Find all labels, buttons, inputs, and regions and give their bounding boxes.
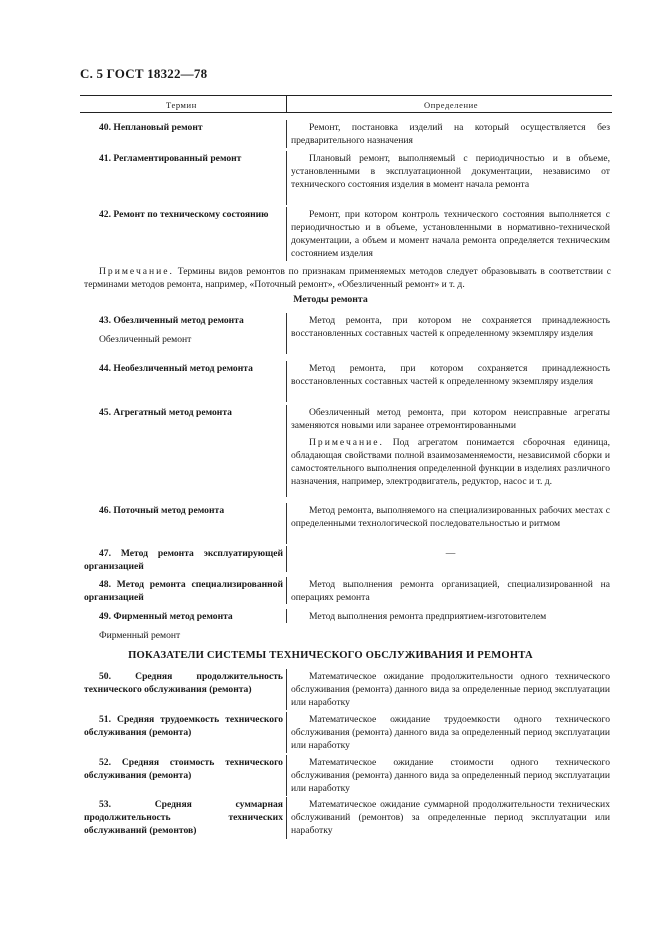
term-row-46 — [84, 504, 283, 517]
definition-row-49: Метод выполнения ремонта предприятием-изготовителем — [309, 611, 547, 622]
term-number: 40. — [99, 122, 111, 133]
term-text: Средняя продолжительность технического обслуживания (ремонта) — [84, 671, 283, 695]
definition-bar — [286, 503, 287, 544]
definition-bar — [286, 577, 287, 604]
term-row-51 — [84, 713, 283, 739]
term-number: 47. — [99, 548, 111, 559]
definition-row-46: Метод ремонта, выполняемого на специализированных рабочих местах с определенными технологической последовательностью и ритмом — [291, 505, 610, 529]
term-text: Неплановый ремонт — [113, 122, 203, 133]
definition-note-row-45 — [291, 436, 610, 488]
term-number: 42. — [99, 209, 111, 220]
definition-bar — [286, 313, 287, 354]
definition-row-51: Математическое ожидание трудоемкости одного технического обслуживания (ремонта) данного вида за определенный период эксплуатации или наработку — [291, 714, 610, 751]
note-label: Примечание. — [99, 266, 174, 277]
table-header-rule — [80, 112, 612, 113]
definition-bar — [286, 755, 287, 796]
table-top-rule — [80, 95, 612, 96]
term-row-40 — [84, 121, 283, 134]
term-number: 53. — [99, 799, 111, 810]
term-row-43 — [84, 314, 283, 327]
term-row-47 — [84, 547, 283, 573]
definition-bar — [286, 712, 287, 753]
definition-row-52: Математическое ожидание стоимости одного технического обслуживания (ремонта) данного вида за определенный период эксплуатации или наработку — [291, 757, 610, 794]
definition-row-45: Обезличенный метод ремонта, при котором неисправные агрегаты заменяются новыми или заранее отремонтированными — [291, 407, 610, 431]
definition-bar — [286, 405, 287, 497]
term-text: Ремонт по техническому состоянию — [113, 209, 269, 220]
note-paragraph — [84, 265, 611, 291]
definition-bar — [286, 797, 287, 839]
definition-row-40: Ремонт, постановка изделий на который осуществляется без предварительного назначения — [291, 122, 610, 146]
term-text: Регламентированный ремонт — [113, 153, 242, 164]
term-row-45 — [84, 406, 283, 419]
column-header-definition: Определение — [424, 100, 479, 110]
term-number: 46. — [99, 505, 111, 516]
term-text: Поточный метод ремонта — [113, 505, 225, 516]
term-number: 41. — [99, 153, 111, 164]
term-text: Агрегатный метод ремонта — [113, 407, 232, 418]
section-title-indicators: ПОКАЗАТЕЛИ СИСТЕМЫ ТЕХНИЧЕСКОГО ОБСЛУЖИВАНИЯ И РЕМОНТА — [128, 650, 533, 661]
definition-row-50: Математическое ожидание продолжительности одного технического обслуживания (ремонта) данного вида за определенные период эксплуатации или наработку — [291, 671, 610, 708]
synonym-row-43: Обезличенный ремонт — [99, 334, 192, 345]
term-row-49 — [84, 610, 283, 623]
term-number: 51. — [99, 714, 111, 725]
term-row-44 — [84, 362, 283, 375]
definition-row-48: Метод выполнения ремонта организацией, специализированной на операциях ремонта — [291, 579, 610, 603]
note-text: Термины видов ремонтов по признакам применяемых методов следует образовывать в соответствии с терминами методов ремонта, например, «Поточный ремонт», «Обезличенный ремонт» и т. д. — [84, 266, 611, 290]
term-text: Обезличенный метод ремонта — [113, 315, 244, 326]
term-row-48 — [84, 578, 283, 604]
synonym-row-49: Фирменный ремонт — [99, 630, 181, 641]
term-text: Средняя стоимость технического обслуживания (ремонта) — [84, 757, 283, 781]
column-header-term: Термин — [166, 100, 197, 110]
term-row-42 — [84, 208, 283, 221]
term-row-52 — [84, 756, 283, 782]
definition-bar — [286, 669, 287, 710]
definition-row-43: Метод ремонта, при котором не сохраняется принадлежность восстановленных составных частей к определенному экземпляру изделия — [291, 315, 610, 339]
term-row-53 — [84, 798, 283, 837]
term-number: 50. — [99, 671, 111, 682]
term-row-50 — [84, 670, 283, 696]
term-number: 45. — [99, 407, 111, 418]
note-text: Под агрегатом понимается сборочная единица, обладающая свойствами полной взаимозаменяемости, независимой сборки и самостоятельного выполнения определенной функции в изделиях различного назначения, например, электродвигатель, редуктор, насос и т. д. — [291, 437, 610, 487]
column-divider — [286, 95, 287, 112]
definition-bar — [286, 361, 287, 402]
definition-row-53: Математическое ожидание суммарной продолжительности технических обслуживаний (ремонтов) за определенные период эксплуатации или наработку — [291, 799, 610, 836]
definition-bar — [286, 207, 287, 261]
definition-bar — [286, 546, 287, 572]
term-number: 44. — [99, 363, 111, 374]
page-header: С. 5 ГОСТ 18322—78 — [80, 66, 208, 81]
section-title-methods: Методы ремонта — [293, 294, 368, 305]
term-number: 43. — [99, 315, 111, 326]
term-number: 49. — [99, 611, 111, 622]
term-text: Средняя суммарная продолжительность технических обслуживаний (ремонтов) — [84, 799, 283, 836]
term-row-41 — [84, 152, 283, 165]
note-label: Примечание. — [309, 437, 384, 448]
definition-row-41: Плановый ремонт, выполняемый с периодичностью и в объеме, установленными в эксплуатационной документации, независимо от технического состояния изделия в момент начала ремонта — [291, 153, 610, 190]
definition-row-42: Ремонт, при котором контроль технического состояния выполняется с периодичностью и в объеме, установленными в нормативно-технической документации, а объем и момент начала ремонта определяется техническим состоянием изделия — [291, 209, 610, 259]
definition-bar — [286, 120, 287, 148]
definition-row-47: — — [445, 548, 456, 559]
term-text: Средняя трудоемкость технического обслуживания (ремонта) — [84, 714, 283, 738]
term-text: Фирменный метод ремонта — [113, 611, 233, 622]
term-text: Метод ремонта специализированной организацией — [84, 579, 283, 603]
definition-bar — [286, 609, 287, 623]
definition-row-44: Метод ремонта, при котором сохраняется принадлежность восстановленных составных частей к определенному экземпляру изделия — [291, 363, 610, 387]
term-text: Необезличенный метод ремонта — [113, 363, 253, 374]
definition-bar — [286, 151, 287, 205]
term-number: 52. — [99, 757, 111, 768]
term-text: Метод ремонта эксплуатирующей организацией — [84, 548, 283, 572]
term-number: 48. — [99, 579, 111, 590]
